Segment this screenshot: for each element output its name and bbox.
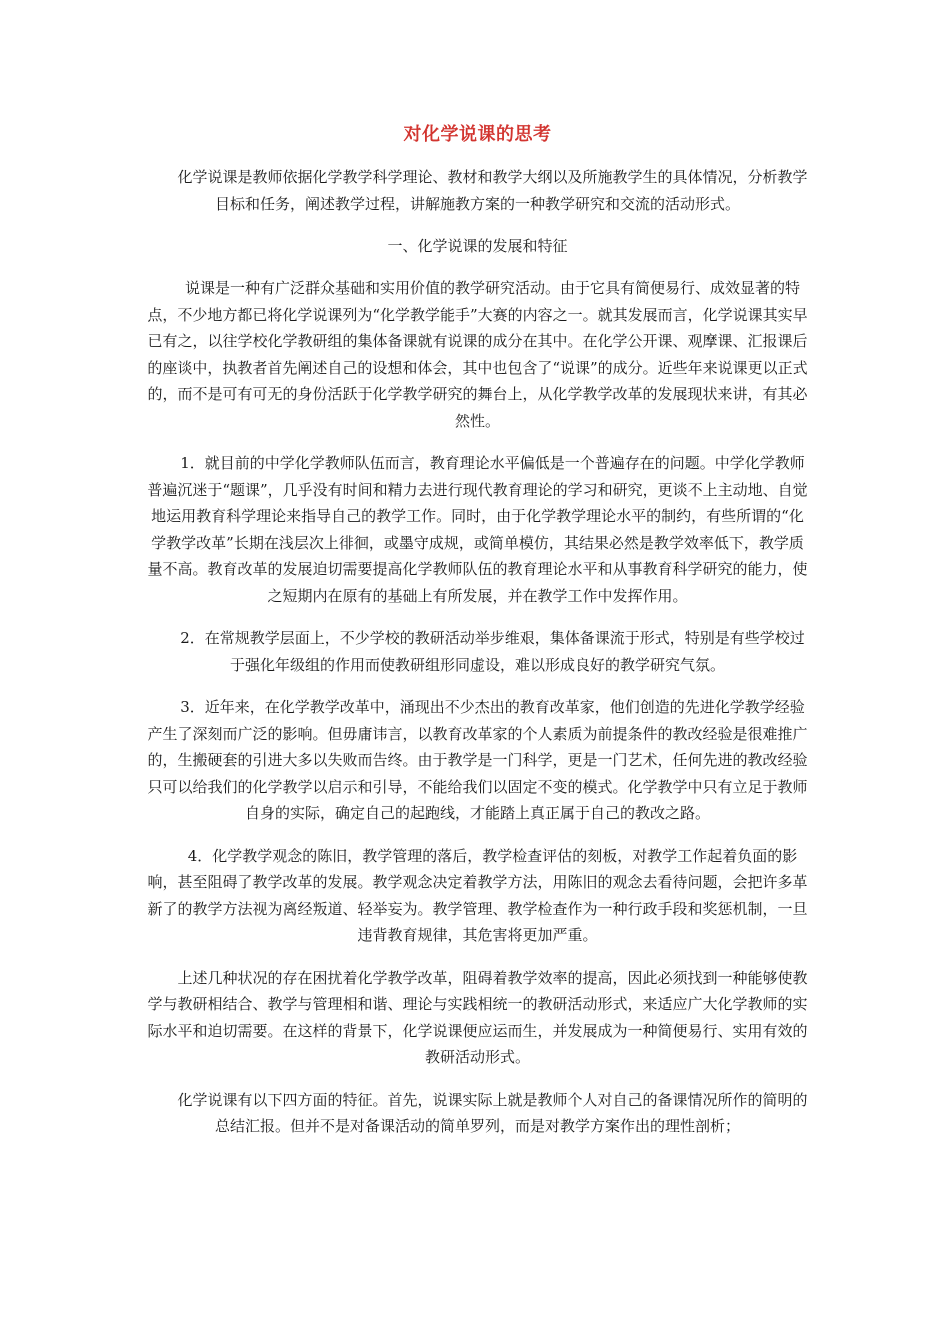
body-paragraph: 化学说课有以下四方面的特征。首先，说课实际上就是教师个人对自己的备课情况所作的简明的总结汇报。但并不是对备课活动的简单罗列，而是对教学方案作出的理性剖析； bbox=[147, 1090, 808, 1135]
body-paragraph: 4．化学教学观念的陈旧，教学管理的落后，教学检查评估的刻板，对教学工作起着负面的影响，甚至阻碍了教学改革的发展。教学观念决定着教学方法，用陈旧的观念去看待问题，会把许多革新了的教学方法视为离经叛道、轻举妄为。教学管理、教学检查作为一种行政手段和奖惩机制，一旦违背教育规律，其危害将更加严重。 bbox=[147, 846, 808, 944]
document-page bbox=[145, 120, 810, 1156]
intro-paragraph: 化学说课是教师依据化学教学科学理论、教材和教学大纲以及所施教学生的具体情况，分析教学目标和任务，阐述教学过程，讲解施教方案的一种教学研究和交流的活动形式。 bbox=[147, 168, 808, 213]
document-title: 对化学说课的思考 bbox=[403, 124, 552, 145]
body-paragraph: 2．在常规教学层面上，不少学校的教研活动举步维艰，集体备课流于形式，特别是有些学校过于强化年级组的作用而使教研组形同虚设，难以形成良好的教学研究气氛。 bbox=[150, 629, 805, 674]
section-heading: 一、化学说课的发展和特征 bbox=[387, 237, 568, 255]
body-paragraph: 1．就目前的中学化学教师队伍而言，教育理论水平偏低是一个普遍存在的问题。中学化学教师普遍沉迷于“题课”，几乎没有时间和精力去进行现代教育理论的学习和研究，更谈不上主动地、自觉地运用教育科学理论来指导自己的教学工作。同时，由于化学教学理论水平的制约，有些所谓的“化学教学改革”长期在浅层次上徘徊，或墨守成规，或简单模仿，其结果必然是教学效率低下，教学质量不高。教育改革的发展迫切需要提高化学教师队伍的教育理论水平和从事教育科学研究的能力，使之短期内在原有的基础上有所发展，并在教学工作中发挥作用。 bbox=[147, 454, 808, 605]
body-paragraph: 上述几种状况的存在困扰着化学教学改革，阻碍着教学效率的提高，因此必须找到一种能够使教学与教研相结合、教学与管理相和谐、理论与实践相统一的教研活动形式，来适应广大化学教师的实际水平和迫切需要。在这样的背景下，化学说课便应运而生，并发展成为一种简便易行、实用有效的教研活动形式。 bbox=[147, 968, 808, 1066]
body-paragraph: 3．近年来，在化学教学改革中，涌现出不少杰出的教育改革家，他们创造的先进化学教学经验产生了深刻而广泛的影响。但毋庸讳言，以教育改革家的个人素质为前提条件的教改经验是很难推广的，生搬硬套的引进大多以失败而告终。由于教学是一门科学，更是一门艺术，任何先进的教改经验只可以给我们的化学教学以启示和引导，不能给我们以固定不变的模式。化学教学中只有立足于教师自身的实际，确定自己的起跑线，才能踏上真正属于自己的教改之路。 bbox=[147, 698, 808, 822]
body-paragraph: 说课是一种有广泛群众基础和实用价值的教学研究活动。由于它具有简便易行、成效显著的特点，不少地方都已将化学说课列为“化学教学能手”大赛的内容之一。就其发展而言，化学说课其实早已有之，以往学校化学教研组的集体备课就有说课的成分在其中。在化学公开课、观摩课、汇报课后的座谈中，执教者首先阐述自己的设想和体会，其中也包含了“说课”的成分。近些年来说课更以正式的，而不是可有可无的身份活跃于化学教学研究的舞台上，从化学教学改革的发展现状来讲，有其必然性。 bbox=[147, 279, 808, 430]
